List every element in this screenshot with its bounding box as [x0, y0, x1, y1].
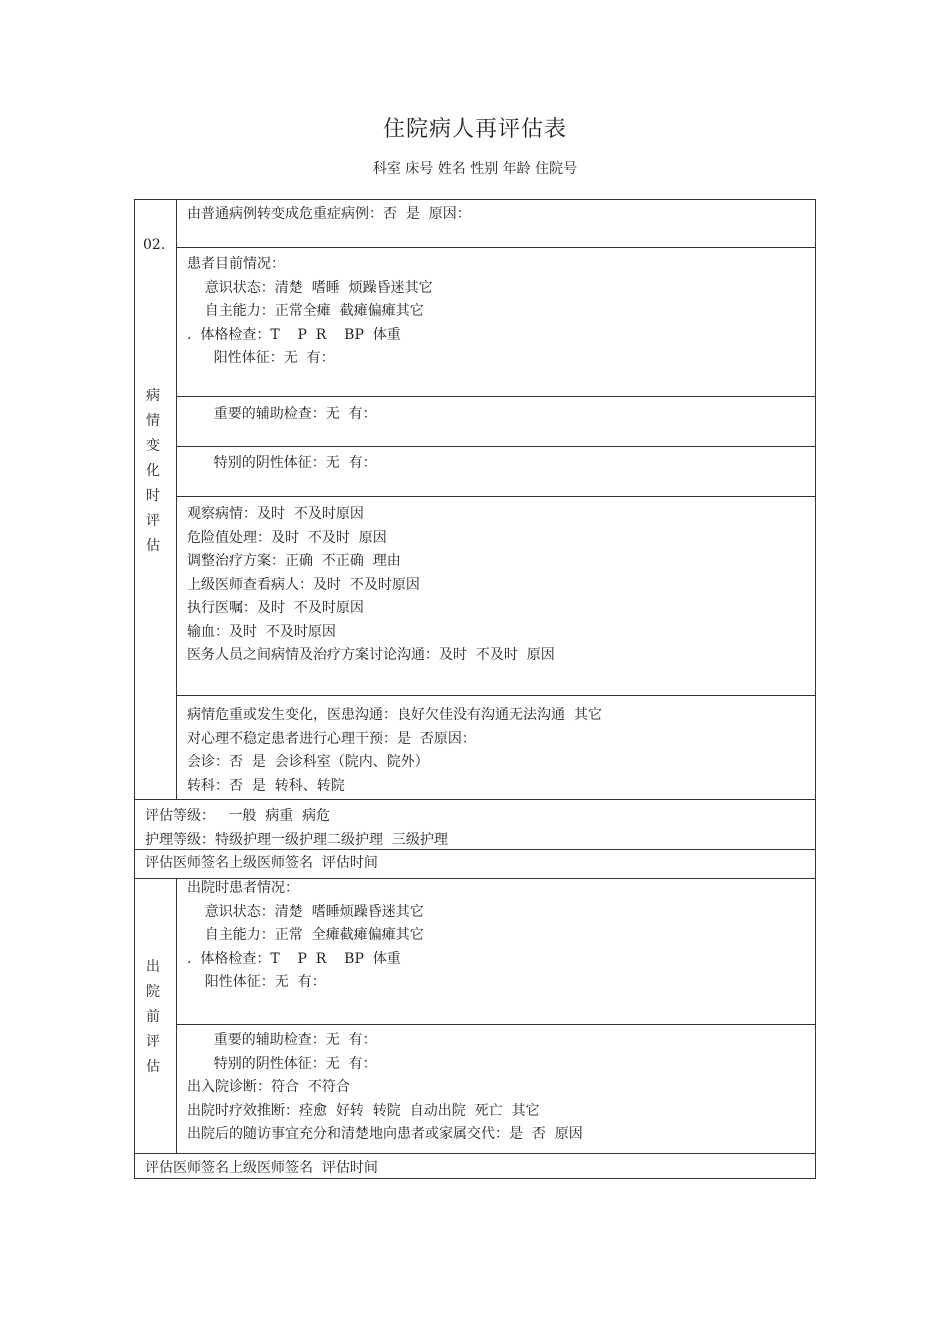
conversion-question: 由普通病例转变成危重症病例：否 是 原因：: [187, 206, 471, 222]
communication-line: 会诊：否 是 会诊科室（院内、院外）: [187, 754, 429, 770]
section1-side-label: 病 情 变 化 时 评 估: [146, 388, 160, 554]
current-status-line: 阳性体征：无 有：: [187, 350, 335, 366]
discharge-status-line: . 体格检查：T P R BP 体重: [187, 950, 401, 967]
row-divider: [176, 396, 816, 397]
signature-row-1: 评估医师签名上级医师签名 评估时间: [145, 855, 378, 871]
discharge-status-line: 出院时患者情况：: [187, 880, 299, 896]
section2-column-divider: [176, 878, 177, 1153]
discharge-detail-line: 出院后的随访事宜充分和清楚地向患者或家属交代：是 否 原因: [187, 1126, 583, 1142]
current-status-block: [187, 253, 433, 371]
timeliness-line: 执行医嘱：及时 不及时原因: [187, 600, 364, 616]
discharge-detail-line: 出入院诊断：符合 不符合: [187, 1079, 350, 1095]
section1-column-divider: [176, 199, 177, 799]
negative-signs-line: 特别的阴性体征：无 有：: [187, 455, 377, 471]
timeliness-block: [187, 503, 555, 668]
current-status-line: 患者目前情况：: [187, 256, 285, 272]
communication-line: 转科：否 是 转科、转院: [187, 777, 345, 794]
row-divider: [176, 247, 816, 248]
page-title: 住院病人再评估表: [382, 117, 567, 142]
signature-row-2: 评估医师签名上级医师签名 评估时间: [145, 1160, 378, 1176]
discharge-status-line: 自主能力：正常 全瘫截瘫偏瘫其它: [187, 927, 424, 943]
timeliness-line: 危险值处理：及时 不及时 原因: [187, 529, 387, 546]
section1-number: 02.: [143, 237, 166, 253]
timeliness-line: 上级医师查看病人：及时 不及时原因: [187, 576, 420, 593]
discharge-detail-line: 特别的阴性体征：无 有：: [187, 1055, 377, 1072]
timeliness-line: 输血：及时 不及时原因: [187, 623, 336, 640]
timeliness-line: 调整治疗方案：正确 不正确 理由: [187, 553, 401, 569]
discharge-detail-line: 重要的辅助检查：无 有：: [187, 1032, 377, 1048]
grades-block: [145, 805, 448, 852]
row-divider: [176, 496, 816, 497]
assessment-grade: 评估等级： 一般 病重 病危: [145, 808, 331, 824]
current-status-line: . 体格检查：T P R BP 体重: [187, 326, 401, 343]
row-divider: [176, 1024, 816, 1025]
section2-side-label: 出 院 前 评 估: [146, 959, 160, 1075]
current-status-line: 自主能力：正常全瘫 截瘫偏瘫其它: [187, 303, 424, 319]
discharge-status-block: [187, 877, 424, 995]
patient-header-fields: 科室 床号 姓名 性别 年龄 住院号: [372, 161, 578, 177]
current-status-line: 意识状态：清楚 嗜睡 烦躁昏迷其它: [187, 279, 433, 296]
discharge-detail-line: 出院时疗效推断：痊愈 好转 转院 自动出院 死亡 其它: [187, 1102, 540, 1119]
communication-line: 对心理不稳定患者进行心理干预：是 否原因：: [187, 730, 476, 747]
row-divider: [176, 446, 816, 447]
discharge-status-line: 阳性体征：无 有：: [187, 974, 326, 990]
discharge-status-line: 意识状态：清楚 嗜睡烦躁昏迷其它: [187, 903, 424, 920]
discharge-details-block: [187, 1029, 583, 1147]
communication-line: 病情危重或发生变化，医患沟通：良好欠佳没有沟通无法沟通 其它: [187, 707, 602, 723]
communication-block: [187, 704, 602, 798]
row-divider: [134, 799, 816, 800]
timeliness-line: 观察病情：及时 不及时原因: [187, 506, 364, 522]
row-divider: [176, 695, 816, 696]
row-divider: [134, 1153, 816, 1154]
aux-exam-line: 重要的辅助检查：无 有：: [187, 406, 377, 422]
nursing-grade: 护理等级：特级护理一级护理二级护理 三级护理: [145, 831, 448, 848]
timeliness-line: 医务人员之间病情及治疗方案讨论沟通：及时 不及时 原因: [187, 647, 555, 663]
